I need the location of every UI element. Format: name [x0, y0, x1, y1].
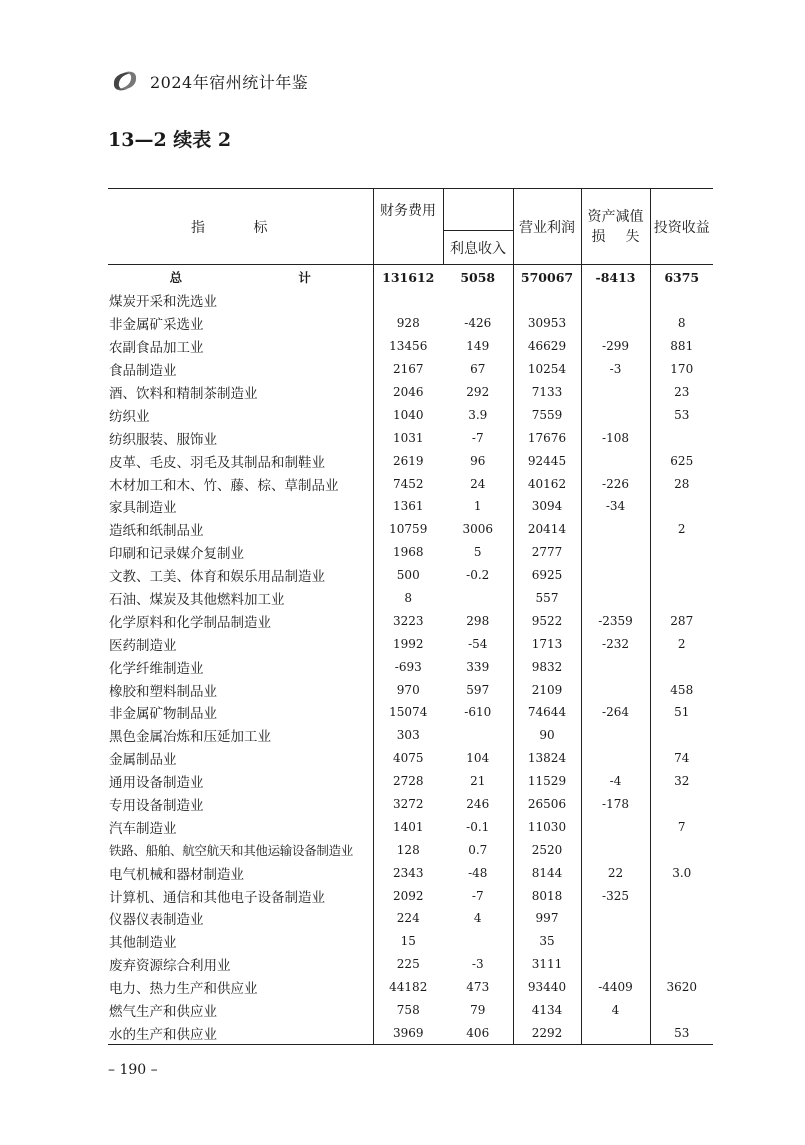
cell-finance-cost: 128 — [373, 838, 443, 861]
row-name: 非金属矿物制品业 — [109, 706, 217, 723]
table-row — [108, 770, 713, 793]
cell-impairment-loss: -325 — [581, 884, 650, 907]
cell-investment-income: 28 — [650, 472, 713, 495]
cell-investment-income: 458 — [650, 678, 713, 701]
cell-impairment-loss — [581, 930, 650, 953]
cell-operating-profit — [513, 289, 581, 312]
table-row — [108, 541, 713, 564]
table-row — [108, 472, 713, 495]
cell-finance-cost: 1361 — [373, 495, 443, 518]
cell-interest-income — [443, 587, 513, 610]
cell-operating-profit: 30953 — [513, 312, 581, 335]
cell-finance-cost: 970 — [373, 678, 443, 701]
row-name: 金属制品业 — [109, 752, 177, 769]
data-table — [108, 188, 713, 1045]
cell-investment-income: 287 — [650, 609, 713, 632]
table-row — [108, 449, 713, 472]
cell-investment-income — [650, 541, 713, 564]
cell-interest-income: 24 — [470, 476, 486, 491]
cell-operating-profit: 20414 — [513, 518, 581, 541]
row-name: 其他制造业 — [109, 935, 177, 952]
table-row — [108, 907, 713, 930]
table-row — [108, 495, 713, 518]
cell-impairment-loss — [581, 1022, 650, 1045]
cell-impairment-loss — [581, 678, 650, 701]
row-name: 专用设备制造业 — [109, 798, 204, 815]
cell-impairment-loss: -4409 — [581, 976, 650, 999]
row-name: 计算机、通信和其他电子设备制造业 — [109, 889, 325, 906]
cell-interest-income: 149 — [466, 339, 490, 354]
table-row — [108, 747, 713, 770]
cell-interest-income: 67 — [470, 362, 486, 377]
cell-operating-profit: 7133 — [513, 381, 581, 404]
row-name: 食品制造业 — [109, 363, 177, 380]
cell-investment-income: 23 — [650, 381, 713, 404]
cell-finance-cost: -693 — [373, 655, 443, 678]
table-row — [108, 289, 713, 312]
table-row — [108, 655, 713, 678]
cell-impairment-loss — [581, 747, 650, 770]
row-name: 燃气生产和供应业 — [109, 1004, 217, 1021]
cell-investment-income — [650, 426, 713, 449]
cell-interest-income: 21 — [470, 774, 486, 789]
header-investment-income: 投资收益 — [650, 189, 713, 265]
cell-investment-income: 74 — [650, 747, 713, 770]
cell-impairment-loss: -178 — [581, 793, 650, 816]
table-row — [108, 884, 713, 907]
cell-interest-income: 246 — [466, 797, 490, 812]
cell-investment-income: 32 — [650, 770, 713, 793]
table-row — [108, 381, 713, 404]
cell-interest-income: 79 — [470, 1003, 486, 1018]
cell-investment-income — [650, 953, 713, 976]
cell-impairment-loss — [581, 655, 650, 678]
cell-investment-income: 3.0 — [650, 861, 713, 884]
cell-operating-profit: 8144 — [513, 861, 581, 884]
cell-operating-profit: 2520 — [513, 838, 581, 861]
cell-interest-income: 339 — [466, 659, 490, 674]
cell-finance-cost: 225 — [373, 953, 443, 976]
cell-investment-income: 625 — [650, 449, 713, 472]
cell-interest-income — [443, 930, 513, 953]
cell-impairment-loss — [581, 815, 650, 838]
cell-operating-profit: 997 — [513, 907, 581, 930]
cell-impairment-loss: -232 — [581, 632, 650, 655]
table-row — [108, 632, 713, 655]
cell-investment-income — [650, 564, 713, 587]
cell-finance-cost: 8 — [373, 587, 443, 610]
cell-operating-profit: 2777 — [513, 541, 581, 564]
cell-operating-profit: 2109 — [513, 678, 581, 701]
cell-finance-cost: 7452 — [373, 472, 443, 495]
cell-operating-profit: 17676 — [513, 426, 581, 449]
row-name: 农副食品加工业 — [109, 340, 204, 357]
cell-impairment-loss — [581, 724, 650, 747]
cell-impairment-loss — [581, 449, 650, 472]
row-name: 汽车制造业 — [109, 820, 177, 837]
row-name: 煤炭开采和洗选业 — [109, 294, 217, 311]
cell-finance-cost: 500 — [373, 564, 443, 587]
cell-finance-cost: 2167 — [373, 358, 443, 381]
cell-operating-profit: 26506 — [513, 793, 581, 816]
cell-impairment-loss: -264 — [581, 701, 650, 724]
cell-interest-income: 4 — [473, 911, 482, 926]
table-row — [108, 678, 713, 701]
yearbook-title: 2024年宿州统计年鉴 — [150, 72, 309, 92]
cell-finance-cost: 1968 — [373, 541, 443, 564]
cell-interest-income: 292 — [466, 385, 490, 399]
row-name: 电力、热力生产和供应业 — [109, 981, 258, 998]
cell-finance-cost: 2343 — [373, 861, 443, 884]
cell-investment-income: 6375 — [650, 265, 713, 290]
cell-interest-income: -54 — [468, 636, 488, 651]
cell-operating-profit: 4134 — [513, 999, 581, 1022]
cell-finance-cost: 1040 — [373, 403, 443, 426]
cell-finance-cost: 4075 — [373, 747, 443, 770]
cell-impairment-loss — [581, 953, 650, 976]
cell-operating-profit: 13824 — [513, 747, 581, 770]
cell-operating-profit: 90 — [513, 724, 581, 747]
header-impairment-loss — [581, 189, 650, 265]
cell-operating-profit: 9522 — [513, 609, 581, 632]
header-interest-income: 利息收入 — [443, 231, 513, 265]
table-row-total — [108, 265, 713, 290]
cell-operating-profit: 46629 — [513, 335, 581, 358]
header-indicator: 指 标 — [108, 189, 373, 265]
cell-investment-income: 51 — [650, 701, 713, 724]
cell-interest-income: -3 — [471, 957, 484, 972]
row-name: 造纸和纸制品业 — [109, 523, 204, 540]
cell-finance-cost: 13456 — [373, 335, 443, 358]
cell-operating-profit: 8018 — [513, 884, 581, 907]
cell-interest-income: -48 — [468, 865, 488, 880]
table-row — [108, 999, 713, 1022]
cell-investment-income — [650, 793, 713, 816]
cell-investment-income: 881 — [650, 335, 713, 358]
cell-interest-income: -610 — [464, 705, 492, 720]
cell-operating-profit: 1713 — [513, 632, 581, 655]
row-name: 医药制造业 — [109, 637, 177, 654]
table-row — [108, 724, 713, 747]
cell-interest-income: 5058 — [460, 269, 496, 285]
cell-finance-cost: 928 — [373, 312, 443, 335]
table-row — [108, 518, 713, 541]
table-row — [108, 838, 713, 861]
yearbook-logo-icon — [108, 69, 142, 93]
cell-interest-income: 3006 — [462, 522, 494, 537]
row-name: 化学纤维制造业 — [109, 660, 204, 677]
cell-finance-cost: 3223 — [373, 609, 443, 632]
cell-finance-cost: 1401 — [373, 815, 443, 838]
cell-interest-income: -7 — [471, 430, 484, 445]
table-row — [108, 815, 713, 838]
cell-operating-profit: 92445 — [513, 449, 581, 472]
cell-interest-income: 406 — [443, 1022, 513, 1045]
cell-finance-cost: 224 — [373, 907, 443, 930]
cell-finance-cost: 2619 — [373, 449, 443, 472]
cell-interest-income: -7 — [471, 888, 484, 903]
header-finance-cost: 财务费用 — [373, 189, 443, 231]
cell-interest-income: 298 — [466, 613, 490, 628]
table-row — [108, 1022, 713, 1045]
row-name: 橡胶和塑料制品业 — [109, 683, 217, 700]
row-name: 酒、饮料和精制茶制造业 — [109, 386, 258, 402]
cell-operating-profit: 35 — [513, 930, 581, 953]
cell-impairment-loss — [581, 289, 650, 312]
table-row — [108, 426, 713, 449]
cell-operating-profit: 557 — [513, 587, 581, 610]
cell-finance-cost — [373, 289, 443, 312]
cell-impairment-loss — [581, 838, 650, 861]
cell-investment-income — [650, 907, 713, 930]
cell-investment-income: 170 — [650, 358, 713, 381]
cell-interest-income: 473 — [466, 980, 490, 995]
row-name: 非金属矿采选业 — [109, 317, 204, 334]
table-row — [108, 701, 713, 724]
cell-finance-cost: 3272 — [373, 793, 443, 816]
header-operating-profit: 营业利润 — [513, 189, 581, 265]
table-title: 13—2 续表 2 — [108, 129, 232, 151]
table-row — [108, 930, 713, 953]
cell-finance-cost: 10759 — [373, 518, 443, 541]
cell-investment-income — [650, 289, 713, 312]
cell-finance-cost: 44182 — [373, 976, 443, 999]
row-name: 石油、煤炭及其他燃料加工业 — [109, 592, 285, 609]
cell-finance-cost: 15074 — [373, 701, 443, 724]
table-row — [108, 861, 713, 884]
cell-impairment-loss: 22 — [581, 861, 650, 884]
table-row — [108, 403, 713, 426]
cell-investment-income: 3620 — [650, 976, 713, 999]
row-name: 皮革、毛皮、羽毛及其制品和制鞋业 — [109, 454, 325, 471]
cell-investment-income: 2 — [650, 632, 713, 655]
header-impairment-line2: 损 失 — [591, 228, 640, 245]
cell-impairment-loss: -299 — [581, 335, 650, 358]
row-name: 总 计 — [169, 270, 367, 285]
row-name: 印刷和记录媒介复制业 — [109, 546, 244, 563]
table-row — [108, 335, 713, 358]
cell-impairment-loss: 4 — [581, 999, 650, 1022]
cell-investment-income: 2 — [650, 518, 713, 541]
cell-investment-income: 53 — [650, 1022, 713, 1045]
cell-impairment-loss: -4 — [581, 770, 650, 793]
cell-investment-income — [650, 999, 713, 1022]
cell-impairment-loss — [581, 541, 650, 564]
cell-investment-income: 8 — [650, 312, 713, 335]
table-row — [108, 953, 713, 976]
cell-impairment-loss — [581, 312, 650, 335]
cell-finance-cost: 2728 — [373, 770, 443, 793]
cell-finance-cost: 1992 — [373, 632, 443, 655]
table-row — [108, 358, 713, 381]
cell-operating-profit: 74644 — [513, 701, 581, 724]
cell-impairment-loss — [581, 587, 650, 610]
cell-investment-income — [650, 495, 713, 518]
row-name: 纺织业 — [109, 408, 150, 425]
row-name: 木材加工和木、竹、藤、棕、草制品业 — [109, 477, 339, 494]
cell-operating-profit: 9832 — [513, 655, 581, 678]
page-header — [108, 66, 308, 96]
cell-interest-income: -0.1 — [466, 819, 490, 834]
cell-finance-cost: 2046 — [373, 381, 443, 404]
row-name: 水的生产和供应业 — [108, 1022, 373, 1045]
cell-impairment-loss — [581, 564, 650, 587]
cell-impairment-loss — [581, 518, 650, 541]
cell-impairment-loss: -3 — [581, 358, 650, 381]
cell-impairment-loss — [581, 403, 650, 426]
cell-interest-income: 5 — [473, 545, 482, 560]
cell-finance-cost: 303 — [373, 724, 443, 747]
cell-impairment-loss — [581, 907, 650, 930]
cell-finance-cost: 15 — [373, 930, 443, 953]
cell-interest-income: 104 — [466, 751, 490, 766]
cell-investment-income — [650, 838, 713, 861]
table-row — [108, 587, 713, 610]
row-name: 电气机械和器材制造业 — [109, 866, 244, 883]
cell-interest-income — [443, 289, 513, 312]
cell-investment-income — [650, 655, 713, 678]
cell-impairment-loss: -8413 — [581, 265, 650, 290]
row-name: 废弃资源综合利用业 — [109, 958, 231, 975]
table-body — [108, 265, 713, 1045]
row-name: 文教、工美、体育和娱乐用品制造业 — [109, 569, 325, 586]
cell-finance-cost: 1031 — [373, 426, 443, 449]
cell-finance-cost: 758 — [373, 999, 443, 1022]
cell-operating-profit: 93440 — [513, 976, 581, 999]
cell-operating-profit: 10254 — [513, 358, 581, 381]
cell-impairment-loss — [581, 381, 650, 404]
cell-operating-profit: 6925 — [513, 564, 581, 587]
cell-finance-cost: 3969 — [373, 1022, 443, 1045]
data-table-container — [108, 188, 713, 1045]
cell-operating-profit: 3094 — [513, 495, 581, 518]
cell-interest-income: 1 — [473, 499, 482, 514]
cell-impairment-loss: -108 — [581, 426, 650, 449]
row-name: 纺织服装、服饰业 — [109, 431, 217, 448]
cell-impairment-loss: -2359 — [581, 609, 650, 632]
cell-operating-profit: 2292 — [513, 1022, 581, 1045]
cell-impairment-loss: -34 — [581, 495, 650, 518]
cell-finance-cost: 2092 — [373, 884, 443, 907]
cell-interest-income: 96 — [470, 453, 486, 468]
cell-investment-income: 53 — [650, 403, 713, 426]
cell-investment-income: 7 — [650, 815, 713, 838]
cell-interest-income — [443, 724, 513, 747]
cell-investment-income — [650, 884, 713, 907]
cell-operating-profit: 3111 — [513, 953, 581, 976]
cell-interest-income: 0.7 — [468, 842, 488, 857]
row-name: 仪器仪表制造业 — [109, 912, 204, 929]
cell-interest-income: 3.9 — [468, 407, 488, 422]
header-impairment-line1: 资产减值 — [587, 208, 644, 225]
cell-operating-profit: 7559 — [513, 403, 581, 426]
cell-investment-income — [650, 724, 713, 747]
table-row — [108, 312, 713, 335]
cell-investment-income — [650, 587, 713, 610]
row-name: 化学原料和化学制品制造业 — [109, 614, 271, 631]
cell-operating-profit: 11529 — [513, 770, 581, 793]
cell-interest-income: -426 — [464, 316, 492, 331]
table-row — [108, 793, 713, 816]
page-number: – 190 – — [108, 1062, 158, 1078]
table-row — [108, 609, 713, 632]
cell-operating-profit: 570067 — [513, 265, 581, 290]
cell-operating-profit: 40162 — [513, 472, 581, 495]
cell-operating-profit: 11030 — [513, 815, 581, 838]
cell-interest-income: -0.2 — [466, 568, 490, 583]
row-name: 黑色金属冶炼和压延加工业 — [109, 729, 271, 746]
cell-finance-cost: 131612 — [373, 265, 443, 290]
table-row — [108, 976, 713, 999]
row-name: 铁路、船舶、航空航天和其他运输设备制造业 — [109, 842, 354, 858]
cell-investment-income — [650, 930, 713, 953]
row-name: 通用设备制造业 — [109, 775, 204, 792]
cell-impairment-loss: -226 — [581, 472, 650, 495]
row-name: 家具制造业 — [109, 500, 177, 517]
cell-interest-income: 597 — [466, 682, 490, 697]
table-row — [108, 564, 713, 587]
